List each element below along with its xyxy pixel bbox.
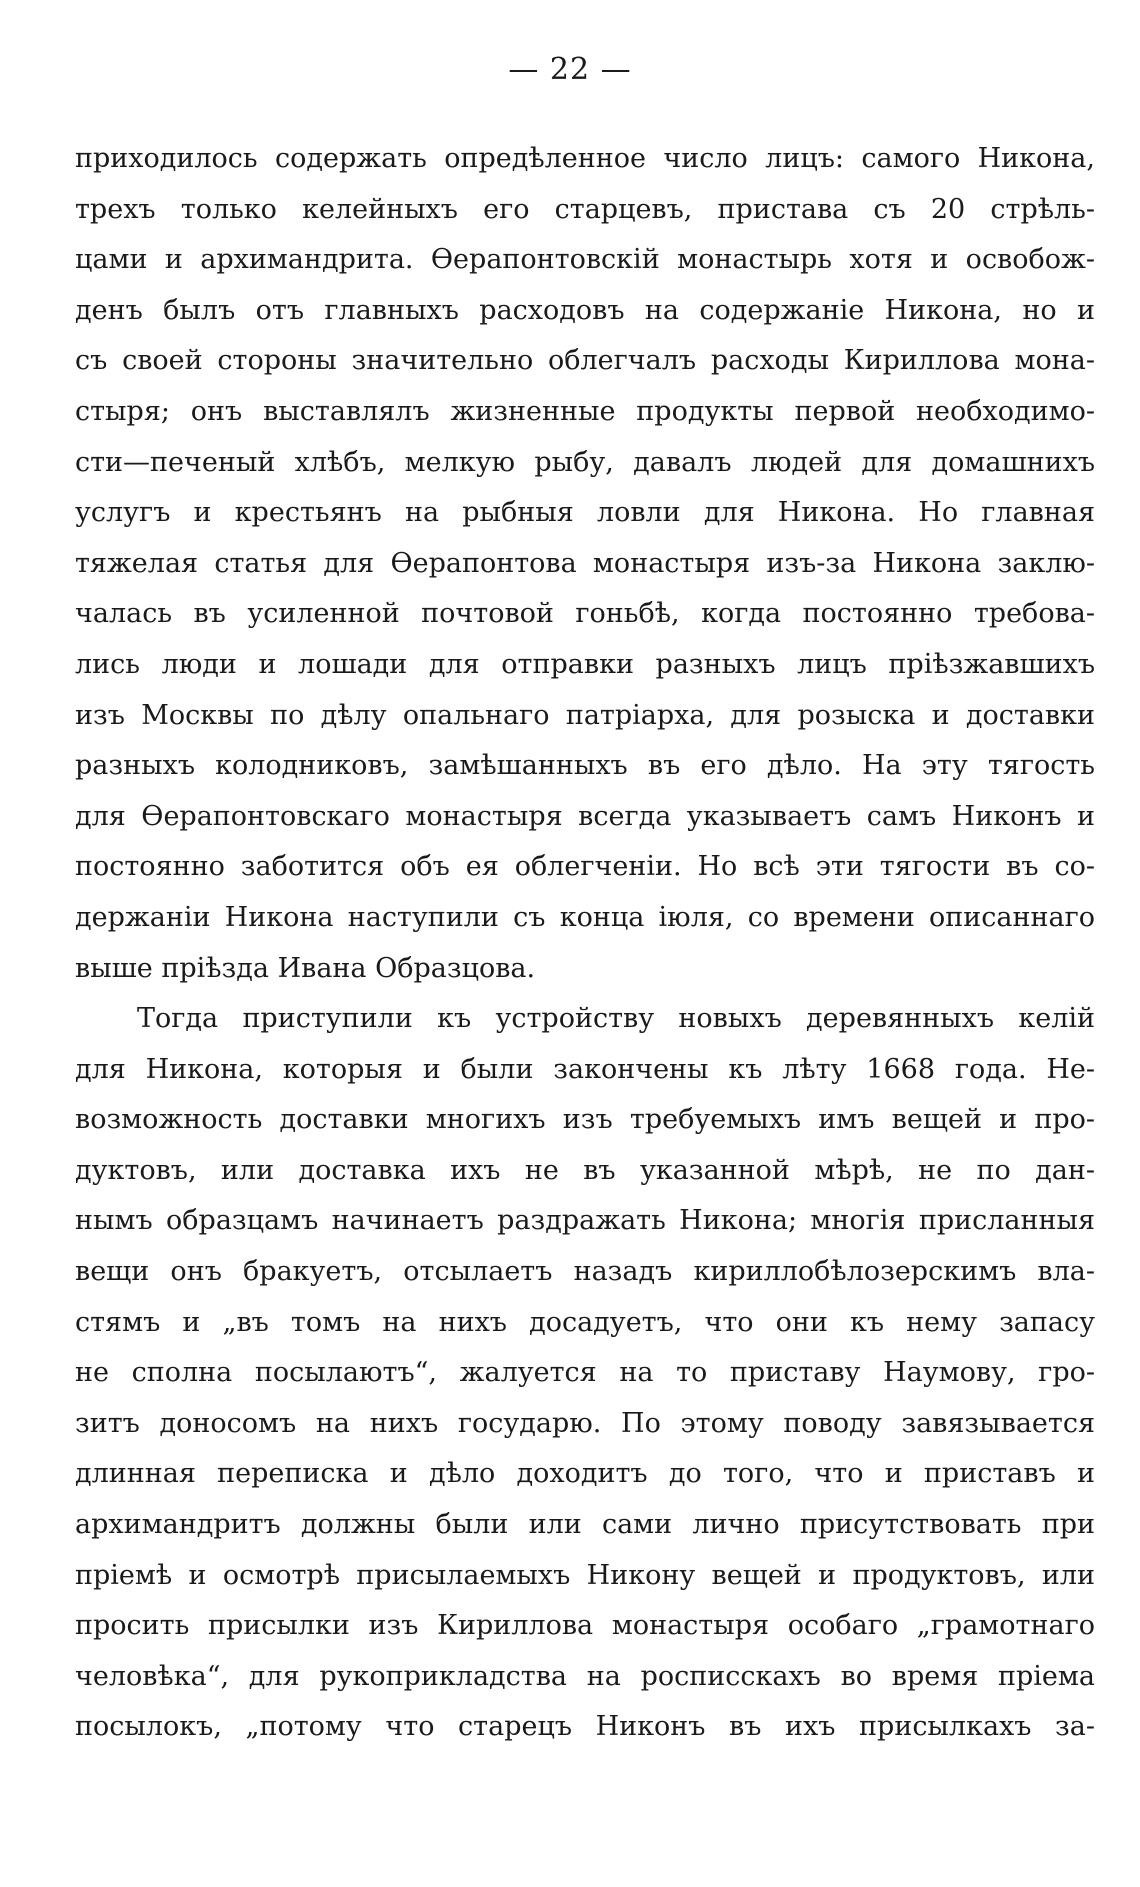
text-line: для Ѳерапонтовскаго монастыря всегда указываетъ самъ Никонъ и	[75, 800, 1095, 832]
text-line: для Никона, которыя и были закончены къ лѣту 1668 года. Не-	[75, 1053, 1095, 1085]
text-line: выше пріѣзда Ивана Образцова.	[75, 952, 536, 984]
text-line: разныхъ колодниковъ, замѣшанныхъ въ его дѣло. На эту тягость	[75, 750, 1095, 782]
text-line: чалась въ усиленной почтовой гоньбѣ, когда постоянно требова-	[75, 598, 1095, 630]
text-line: зитъ доносомъ на нихъ государю. По этому поводу завязывается	[75, 1407, 1095, 1439]
text-line: цами и архимандрита. Ѳерапонтовскій монастырь хотя и освобож-	[75, 244, 1095, 276]
text-line: возможность доставки многихъ изъ требуемыхъ имъ вещей и про-	[75, 1104, 1095, 1136]
text-line: услугъ и крестьянъ на рыбныя ловли для Никона. Но главная	[75, 497, 1095, 529]
text-line: изъ Москвы по дѣлу опальнаго патріарха, для розыска и доставки	[75, 699, 1095, 731]
text-line: не сполна посылаютъ“, жалуется на то приставу Наумову, гро-	[75, 1357, 1095, 1389]
text-line: посылокъ, „потому что старецъ Никонъ въ ихъ присылкахъ за-	[75, 1711, 1095, 1743]
text-line: архимандритъ должны были или сами лично присутствовать при	[75, 1508, 1095, 1540]
text-line: дуктовъ, или доставка ихъ не въ указанной мѣрѣ, не по дан-	[75, 1154, 1095, 1186]
text-line: денъ былъ отъ главныхъ расходовъ на содержаніе Никона, но и	[75, 294, 1095, 326]
paragraph-2	[75, 994, 1095, 1753]
text-line: лись люди и лошади для отправки разныхъ лицъ пріѣзжавшихъ	[75, 648, 1095, 680]
text-line: нымъ образцамъ начинаетъ раздражать Никона; многія присланныя	[75, 1205, 1095, 1237]
text-line: тяжелая статья для Ѳерапонтова монастыря изъ-за Никона заклю-	[75, 547, 1095, 579]
text-line: стямъ и „въ томъ на нихъ досадуетъ, что они къ нему запасу	[75, 1306, 1095, 1338]
text-line: трехъ только келейныхъ его старцевъ, пристава съ 20 стрѣль-	[75, 193, 1095, 225]
paragraph-1	[75, 134, 1095, 994]
text-line: съ своей стороны значительно облегчалъ расходы Кириллова мона-	[75, 345, 1095, 377]
text-line: приходилось содержать опредѣленное число лицъ: самого Никона,	[75, 143, 1095, 174]
text-line: человѣка“, для рукоприкладства на росписскахъ во время пріема	[75, 1660, 1095, 1692]
text-line: пріемѣ и осмотрѣ присылаемыхъ Никону вещей и продуктовъ, или	[75, 1559, 1095, 1591]
text-line: просить присылки изъ Кириллова монастыря особаго „грамотнаго	[75, 1610, 1095, 1642]
text-line: длинная переписка и дѣло доходитъ до того, что и приставъ и	[75, 1458, 1095, 1490]
text-line: держаніи Никона наступили съ конца іюля, со времени описаннаго	[75, 901, 1095, 933]
text-line: стыря; онъ выставлялъ жизненные продукты первой необходимо-	[75, 395, 1095, 427]
text-line: сти—печеный хлѣбъ, мелкую рыбу, давалъ людей для домашнихъ	[75, 446, 1095, 478]
page-number: — 22 —	[508, 52, 632, 87]
text-line: постоянно заботится объ ея облегченіи. Но всѣ эти тягости въ со-	[75, 851, 1095, 883]
text-line: Тогда приступили къ устройству новыхъ деревянныхъ келій	[137, 1003, 1095, 1034]
text-line: вещи онъ бракуетъ, отсылаетъ назадъ кириллобѣлозерскимъ вла-	[75, 1255, 1095, 1287]
